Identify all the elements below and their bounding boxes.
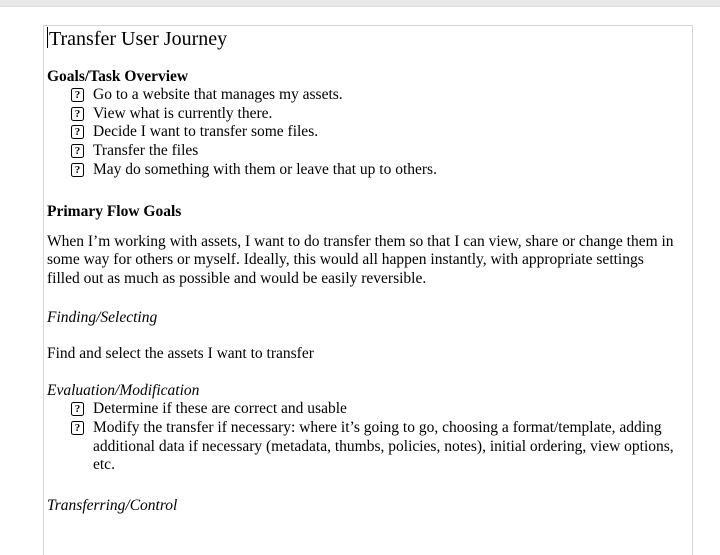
finding-paragraph[interactable]: Find and select the assets I want to transfer (47, 344, 314, 362)
goals-list[interactable] (47, 86, 675, 180)
heading-primary-flow-goals[interactable]: Primary Flow Goals (47, 202, 182, 220)
missing-glyph-bullet-icon: ? (71, 107, 84, 121)
missing-glyph-bullet-icon: ? (71, 125, 84, 139)
missing-glyph-bullet-icon: ? (71, 144, 84, 158)
list-item-text[interactable]: Decide I want to transfer some files. (93, 123, 319, 141)
page-title-text[interactable]: Transfer User Journey (49, 28, 228, 50)
subheading-evaluation-modification[interactable]: Evaluation/Modification (47, 382, 200, 400)
heading-goals-task-overview[interactable]: Goals/Task Overview (47, 68, 189, 85)
page-title[interactable] (47, 27, 675, 52)
list-item-text[interactable]: Determine if these are correct and usable (93, 400, 347, 418)
missing-glyph-bullet-icon: ? (71, 421, 84, 435)
list-item-text[interactable]: Transfer the files (93, 142, 199, 160)
list-item[interactable] (71, 105, 675, 124)
list-item-text[interactable]: May do something with them or leave that up to others. (93, 160, 437, 178)
list-item[interactable] (71, 142, 675, 161)
text-cursor (47, 27, 48, 48)
primary-flow-paragraph[interactable]: When I’m working with assets, I want to do transfer them so that I can view, share or change them in some way for others or myself. Ideally, this would all happen instantly, with appropriate settings filled out as much as possible and would be easily reversible. (47, 232, 674, 287)
list-item-text[interactable]: Go to a website that manages my assets. (93, 86, 343, 103)
list-item-text[interactable]: View what is currently there. (93, 104, 273, 122)
list-item[interactable] (71, 419, 675, 475)
missing-glyph-bullet-icon: ? (71, 88, 84, 102)
subheading-finding-selecting[interactable]: Finding/Selecting (47, 308, 158, 326)
list-item-text[interactable]: Modify the transfer if necessary: where it’s going to go, choosing a format/template, adding additional data if necessary (metadata, thumbs, policies, notes), initial ordering, view options, etc. (93, 419, 674, 474)
list-item[interactable] (71, 161, 675, 180)
window-chrome-strip (0, 0, 720, 7)
subheading-transferring-control[interactable]: Transferring/Control (47, 497, 178, 515)
evaluation-list[interactable] (47, 400, 675, 475)
missing-glyph-bullet-icon: ? (71, 402, 84, 416)
list-item[interactable] (71, 86, 675, 105)
document-text-area[interactable] (43, 25, 693, 555)
list-item[interactable] (71, 400, 675, 419)
missing-glyph-bullet-icon: ? (71, 163, 84, 177)
list-item[interactable] (71, 123, 675, 142)
